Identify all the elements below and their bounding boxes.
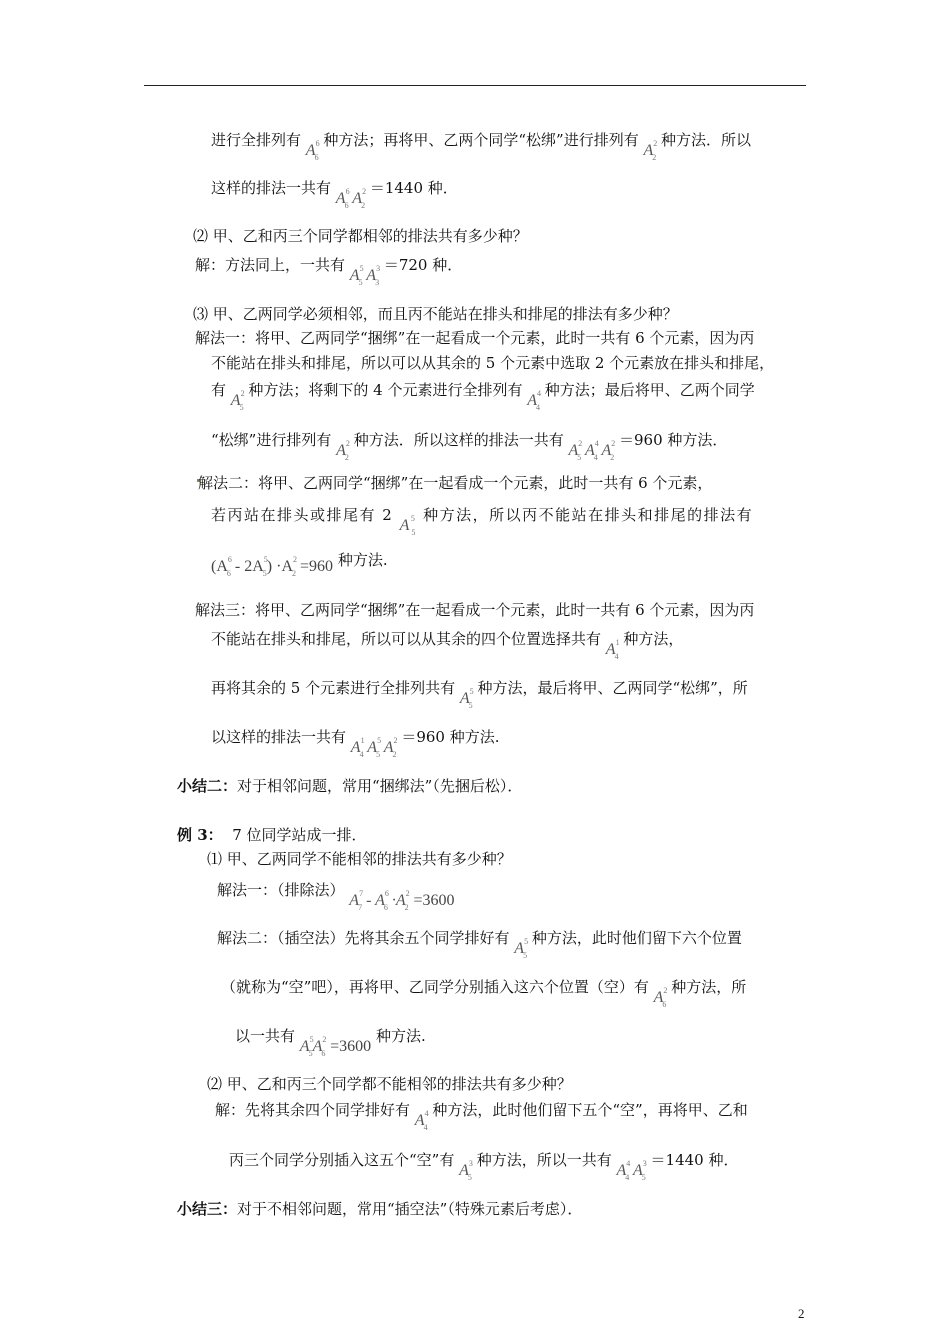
text-line: 不能站在排头和排尾，所以可以从其余的四个位置选择共有 $A^1_4$ 种方法， <box>211 630 684 661</box>
text-line: 进行全排列有 $A^6_6$ 种方法；再将甲、乙两个同学“松绑”进行排列有 $A^2_2$ 种方法．所以 <box>211 131 752 162</box>
text-line: “松绑”进行排列有 $A^2_2$ 种方法．所以这样的排法一共有 $A^2_5$ $A^4_4$ $A^2_2 =960$ 种方法． <box>211 431 728 462</box>
math-A-5-5: $A^5_5$ <box>514 937 529 960</box>
math-A-5-5: $A^5_5$ <box>459 687 474 710</box>
summary-3: 小结三：对于不相邻问题，常用“插空法”（特殊元素后考虑）． <box>177 1200 583 1218</box>
math-A-5-3: $A^3_5$ <box>459 1159 473 1182</box>
text-line: 有 $A^2_5$ 种方法；将剩下的 4 个元素进行全排列有 $A^4_4$ 种方法；最后将甲、乙两个同学 <box>211 381 755 412</box>
math-A-5-2: $A^2_5$ <box>230 389 245 412</box>
page-number: 2 <box>798 1306 805 1321</box>
math-A66-A22: $A^6_6$ $A^2_2$ <box>335 187 367 210</box>
math-A-2-2: $A^2_2$ <box>643 139 658 162</box>
question-3: ⑶ 甲、乙两同学必须相邻，而且丙不能站在排头和排尾的排法有多少种？ <box>193 305 678 323</box>
text-line: 再将其余的 5 个元素进行全排列共有 $A^5_5$ 种方法，最后将甲、乙两同学“松绑”，所 <box>211 679 748 710</box>
text-line: 解法一：（排除法） $A^7_7 - A^6_6 \cdot A^2_2 =3600$ <box>217 881 455 912</box>
math-A-6-6: $A^6_6$ <box>305 139 320 162</box>
text-line: 解法三：将甲、乙两同学“捆绑”在一起看成一个元素，此时一共有 6 个元素，因为丙 <box>195 601 755 619</box>
math-A-6-2: $A^2_6$ <box>653 986 668 1009</box>
text-line: 以一共有 $A^5_5A^2_6 =3600$ 种方法. <box>235 1027 426 1058</box>
math-A55-A33: $A^5_5$ $A^3_3$ <box>349 264 381 287</box>
question-2: ⑵ 甲、乙和丙三个同学都相邻的排法共有多少种？ <box>193 227 528 245</box>
math-A52-A44-A22: $A^2_5$ $A^4_4$ $A^2_2$ <box>568 439 616 462</box>
text-line: 以这样的排法一共有 $A^1_4$ $A^5_5$ $A^2_2 =960$ 种方法. <box>211 728 500 759</box>
text-line: 解：先将其余四个同学排好有 $A^4_4$ 种方法，此时他们留下五个“空”，再将甲、乙和 <box>215 1101 748 1132</box>
text-line: 解法二：（插空法）先将其余五个同学排好有 $A^5_5$ 种方法，此时他们留下六个位置 <box>217 929 742 960</box>
math-A44-A53: $A^4_4$ $A^3_5$ <box>616 1159 647 1182</box>
math-expression: $(A^6_6 - 2A^5_5) \cdot A^2_2 =960$ <box>211 555 334 578</box>
math-A77-A66-A22: $A^7_7 - A^6_6 \cdot A^2_2$ <box>349 889 410 912</box>
text-line: 解法二：将甲、乙两同学“捆绑”在一起看成一个元素，此时一共有 6 个元素， <box>198 474 713 492</box>
text-line: 不能站在排头和排尾，所以可以从其余的 5 个元素中选取 2 个元素放在排头和排尾， <box>211 354 775 372</box>
summary-2: 小结二：对于相邻问题，常用“捆绑法”（先捆后松）． <box>177 777 523 795</box>
text-line: 解法一：将甲、乙两同学“捆绑”在一起看成一个元素，此时一共有 6 个元素，因为丙 <box>195 329 755 347</box>
math-A-4-4: $A^4_4$ <box>414 1109 429 1132</box>
text-line: 丙三个同学分别插入这五个“空”有 $A^3_5$ 种方法，所以一共有 $A^4_4$ $A^3_5 =1440$ 种． <box>229 1151 739 1182</box>
text-line: 解：方法同上，一共有 $A^5_5$ $A^3_3 =720$ 种． <box>195 256 463 287</box>
text-line: （就称为“空”吧），再将甲、乙同学分别插入这六个位置（空）有 $A^2_6$ 种方法，所 <box>221 978 747 1009</box>
math-A-4-4: $A^4_4$ <box>527 389 542 412</box>
question-2: ⑵ 甲、乙和丙三个同学都不能相邻的排法共有多少种？ <box>207 1075 572 1093</box>
example-3-heading: 例 3： 7 位同学站成一排． <box>177 826 367 844</box>
math-A-4-1: $A^1_4$ <box>605 638 620 661</box>
text-line: 若丙站在排头或排尾有 2 $A^5_5$ 种方法，所以丙不能站在排头和排尾的排法有 <box>211 506 754 537</box>
formula-line: $(A^6_6 - 2A^5_5) \cdot A^2_2 =960$ 种方法. <box>211 551 388 578</box>
text-line: 这样的排法一共有 $A^6_6$ $A^2_2 =1440$ 种． <box>211 179 458 210</box>
question-1: ⑴ 甲、乙两同学不能相邻的排法共有多少种？ <box>207 850 512 868</box>
math-A-2-2: $A^2_2$ <box>336 439 350 462</box>
math-A-5-5: $A^5_5$ <box>399 514 417 537</box>
math-A41-A55-A22: $A^1_4$ $A^5_5$ $A^2_2$ <box>350 736 398 759</box>
header-rule <box>144 85 806 86</box>
math-A55-A62: $A^5_5A^2_6$ <box>299 1035 327 1058</box>
